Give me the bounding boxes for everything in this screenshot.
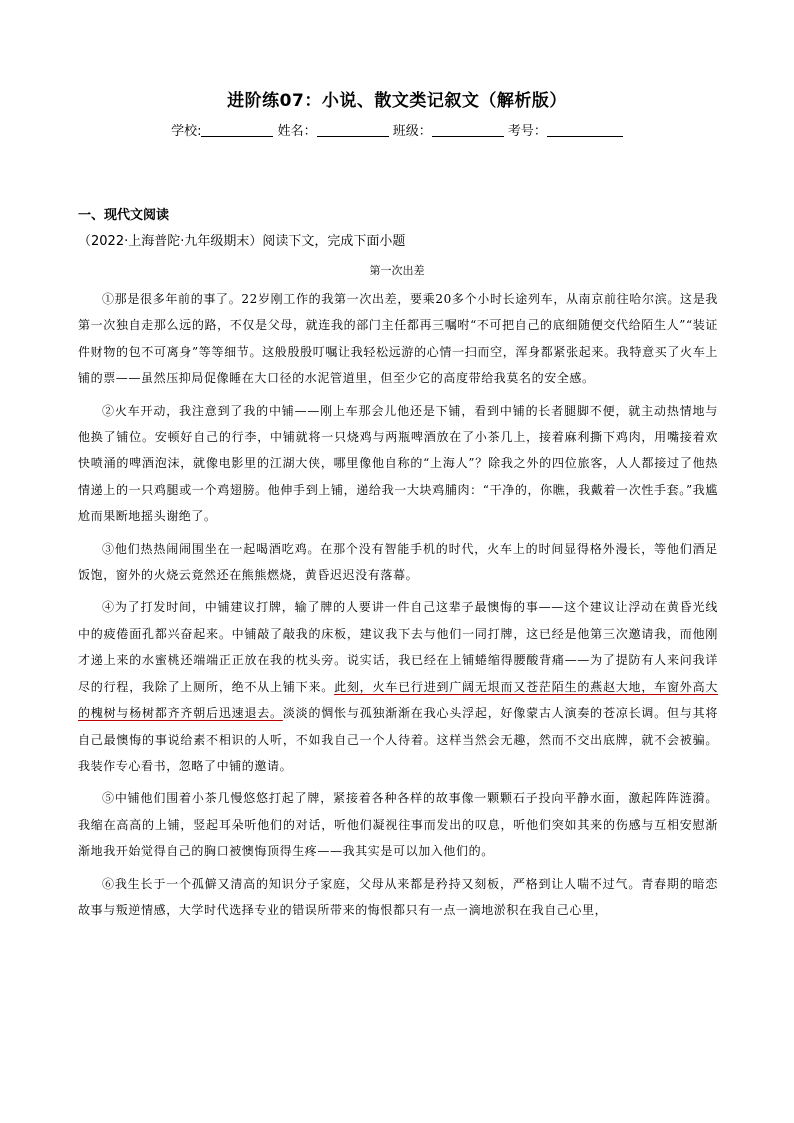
question-source: （2022·上海普陀·九年级期末）阅读下文，完成下面小题 <box>78 234 406 249</box>
school-label: 学校: <box>171 124 202 139</box>
paragraph-6: ⑥我生长于一个孤僻又清高的知识分子家庭，父母从来都是矜持又刻板，严格到让人喘不过气。青春期的暗恋故事与叛逆情感，大学时代选择专业的错误所带来的悔恨都只有一点一滴地淤积在我自己心里， <box>78 876 718 917</box>
student-info-line <box>0 120 794 139</box>
exam-number-blank[interactable] <box>547 124 623 137</box>
paragraph-4 <box>78 594 718 779</box>
section-heading: 一、现代文阅读 <box>78 208 170 223</box>
paragraph-4-part-2: 淡淡的惆怅与孤独渐渐在我心头浮起，好像蒙古人演奏的苍凉长调。但与其将自己最懊悔的事说给素不相识的人听，不如我自己一个人待着。这样当然会无趣，然而不交出底牌，就不会被骗。我装作专心看书，忽略了中铺的邀请。 <box>78 706 719 773</box>
paragraph-5: ⑤中铺他们围着小茶几慢悠悠打起了牌，紧接着各种各样的故事像一颗颗石子投向平静水面，激起阵阵涟漪。我缩在高高的上铺，竖起耳朵听他们的对话，听他们凝视往事而发出的叹息，听他们突如其来的伤感与互相安慰渐渐地我开始觉得自己的胸口被懊悔顶得生疼——我其实是可以加入他们的。 <box>78 791 718 859</box>
paragraph-3: ③他们热热闹闹围坐在一起喝酒吃鸡。在那个没有智能手机的时代，火车上的时间显得格外漫长，等他们酒足饭饱，窗外的火烧云竟然还在熊熊燃烧，黄昏迟迟没有落幕。 <box>78 541 718 583</box>
page-title: 进阶练07：小说、散文类记叙文（解析版） <box>227 91 567 111</box>
article-body <box>78 286 718 929</box>
class-label: 班级： <box>392 124 432 139</box>
paragraph-1: ①那是很多年前的事了。22岁刚工作的我第一次出差，要乘20多个小时长途列车，从南京前往哈尔滨。这是我第一次独自走那么远的路，不仅是父母，就连我的部门主任都再三嘱咐“不可把自己的底细随便交代给陌生人”“装证件财物的包不可离身”等等细节。这般殷殷叮嘱让我轻松远游的心情一扫而空，浑身都紧张起来。我特意买了火车上铺的票——虽然压抑局促像睡在大口径的水泥管道里，但至少它的高度带给我莫名的安全感。 <box>78 292 718 386</box>
name-label: 姓名： <box>277 124 317 139</box>
article-title: 第一次出差 <box>369 264 425 277</box>
name-blank[interactable] <box>317 124 389 137</box>
underlined-sentence: 此刻，火车已行进到广阔无垠而又苍茫陌生的燕赵大地，车窗外高大的槐树与杨树都齐齐朝后迅速退去。 <box>78 679 718 721</box>
paragraph-4-part-1: ④为了打发时间，中铺建议打牌，输了牌的人要讲一件自己这辈子最懊悔的事——这个建议让浮动在黄昏光线中的疲倦面孔都兴奋起来。中铺敲了敲我的床板，建议我下去与他们一同打牌，这已经是他第三次邀请我，而他刚才递上来的水蜜桃还端端正正放在我的枕头旁。说实话，我已经在上铺蜷缩得腰酸背痛——为了提防有人来问我详尽的行程，我除了上厕所，绝不从上铺下来。 <box>78 600 718 694</box>
paragraph-2: ②火车开动，我注意到了我的中铺——刚上车那会儿他还是下铺，看到中铺的长者腿脚不便，就主动热情地与他换了铺位。安顿好自己的行李，中铺就将一只烧鸡与两瓶啤酒放在了小茶几上，接着麻利撕下鸡肉，用嘴接着欢快喷涌的啤酒泡沫，就像电影里的江湖大侠，哪里像他自称的“上海人”？除我之外的四位旅客，人人都接过了他热情递上的一只鸡腿或一个鸡翅膀。他伸手到上铺，递给我一大块鸡脯肉：“干净的，你瞧，我戴着一次性手套。”我尴尬而果断地摇头谢绝了。 <box>78 403 718 524</box>
exam-number-label: 考号： <box>507 124 547 139</box>
class-blank[interactable] <box>432 124 504 137</box>
school-blank[interactable] <box>201 124 273 137</box>
